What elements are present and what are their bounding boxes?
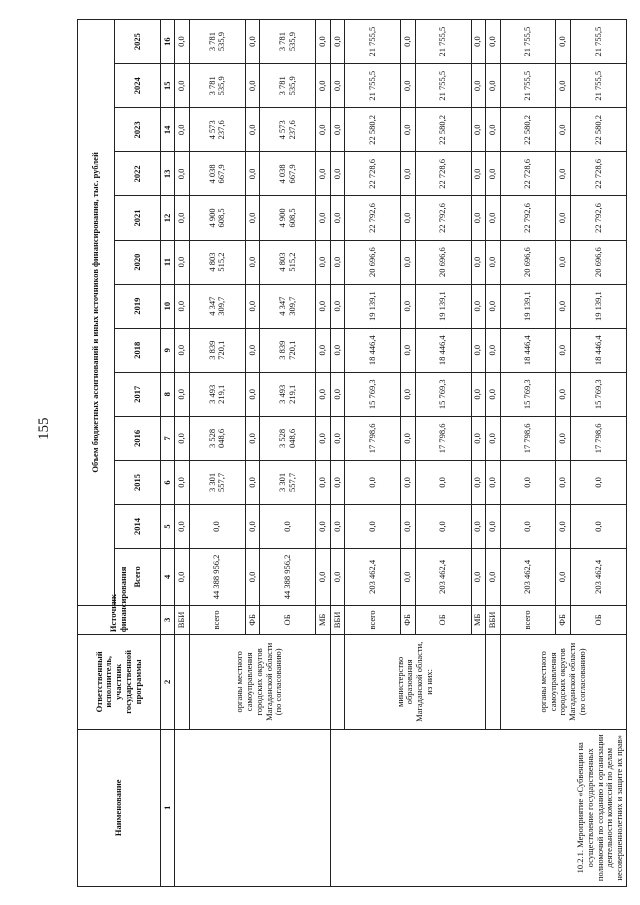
value-year: 0,0 xyxy=(556,372,571,416)
value-year: 0,0 xyxy=(245,328,260,372)
value-year: 0,0 xyxy=(175,284,190,328)
value-year: 22 792,6 xyxy=(345,196,401,240)
column-number: 10 xyxy=(160,284,175,328)
value-year: 22 728,6 xyxy=(570,152,626,196)
value-year: 0,0 xyxy=(245,284,260,328)
value-year: 4 900 608,5 xyxy=(189,196,245,240)
value-year: 4 038 667,9 xyxy=(189,152,245,196)
value-total: 0,0 xyxy=(486,549,501,606)
rotated-page xyxy=(77,19,627,887)
value-year: 0,0 xyxy=(401,328,416,372)
value-year: 0,0 xyxy=(316,64,331,108)
value-year: 0,0 xyxy=(316,108,331,152)
header-year: 2025 xyxy=(115,20,161,64)
value-year: 21 755,5 xyxy=(500,20,556,64)
value-year: 0,0 xyxy=(316,372,331,416)
funding-source: всего xyxy=(345,605,401,634)
value-year: 0,0 xyxy=(486,460,501,504)
value-year: 0,0 xyxy=(401,196,416,240)
value-year: 4 347 309,7 xyxy=(260,284,316,328)
value-year: 0,0 xyxy=(486,64,501,108)
value-year: 0,0 xyxy=(330,284,345,328)
value-year: 0,0 xyxy=(175,416,190,460)
header-year: 2018 xyxy=(115,328,161,372)
value-year: 15 769,3 xyxy=(500,372,556,416)
value-year: 21 755,5 xyxy=(345,20,401,64)
value-year: 17 798,6 xyxy=(415,416,471,460)
value-year: 0,0 xyxy=(471,372,486,416)
column-number: 12 xyxy=(160,196,175,240)
funding-table xyxy=(77,19,627,887)
value-year: 0,0 xyxy=(556,196,571,240)
value-total: 0,0 xyxy=(471,549,486,606)
value-year: 0,0 xyxy=(175,240,190,284)
value-year: 0,0 xyxy=(345,460,401,504)
value-year: 3 493 219,1 xyxy=(260,372,316,416)
value-year: 0,0 xyxy=(316,152,331,196)
value-year: 0,0 xyxy=(175,504,190,548)
value-year: 0,0 xyxy=(175,152,190,196)
executor-cell-empty xyxy=(330,635,345,729)
value-year: 3 301 557,7 xyxy=(260,460,316,504)
funding-source: ВБИ xyxy=(175,605,190,634)
funding-source: ФБ xyxy=(556,605,571,634)
value-year: 0,0 xyxy=(330,328,345,372)
value-year: 0,0 xyxy=(175,196,190,240)
value-year: 0,0 xyxy=(175,108,190,152)
funding-source: всего xyxy=(500,605,556,634)
value-total: 203 462,4 xyxy=(500,549,556,606)
value-year: 3 839 720,1 xyxy=(189,328,245,372)
value-year: 0,0 xyxy=(570,460,626,504)
value-year: 0,0 xyxy=(556,284,571,328)
value-year: 4 038 667,9 xyxy=(260,152,316,196)
value-year: 0,0 xyxy=(330,64,345,108)
header-year: 2017 xyxy=(115,372,161,416)
column-number: 14 xyxy=(160,108,175,152)
value-year: 21 755,5 xyxy=(415,20,471,64)
value-year: 0,0 xyxy=(245,108,260,152)
header-source: Источник финансирования xyxy=(78,605,161,634)
table-row xyxy=(330,20,345,887)
value-year: 4 803 515,2 xyxy=(189,240,245,284)
value-year: 0,0 xyxy=(486,504,501,548)
value-year: 0,0 xyxy=(556,460,571,504)
value-year: 0,0 xyxy=(471,152,486,196)
column-number: 4 xyxy=(160,549,175,606)
executor-cell-empty xyxy=(486,635,501,729)
value-year: 0,0 xyxy=(245,372,260,416)
value-total: 0,0 xyxy=(330,549,345,606)
value-year: 0,0 xyxy=(316,240,331,284)
value-year: 21 755,5 xyxy=(570,20,626,64)
value-year: 0,0 xyxy=(401,20,416,64)
value-year: 0,0 xyxy=(260,504,316,548)
value-total: 44 388 956,2 xyxy=(260,549,316,606)
funding-source: ФБ xyxy=(401,605,416,634)
value-total: 0,0 xyxy=(245,549,260,606)
value-year: 0,0 xyxy=(486,20,501,64)
value-year: 18 446,4 xyxy=(500,328,556,372)
header-year: 2015 xyxy=(115,460,161,504)
header-year: 2016 xyxy=(115,416,161,460)
value-year: 0,0 xyxy=(486,328,501,372)
value-year: 0,0 xyxy=(316,196,331,240)
value-year: 22 580,2 xyxy=(500,108,556,152)
value-year: 0,0 xyxy=(500,504,556,548)
value-year: 22 728,6 xyxy=(500,152,556,196)
value-year: 15 769,3 xyxy=(415,372,471,416)
value-year: 0,0 xyxy=(330,372,345,416)
value-year: 0,0 xyxy=(175,372,190,416)
column-number: 15 xyxy=(160,64,175,108)
value-year: 0,0 xyxy=(471,240,486,284)
value-year: 0,0 xyxy=(245,240,260,284)
value-year: 15 769,3 xyxy=(570,372,626,416)
value-year: 0,0 xyxy=(486,196,501,240)
value-total: 0,0 xyxy=(556,549,571,606)
value-year: 0,0 xyxy=(245,196,260,240)
header-total: Всего xyxy=(115,549,161,606)
value-year: 0,0 xyxy=(471,504,486,548)
value-year: 19 139,1 xyxy=(570,284,626,328)
value-year: 21 755,5 xyxy=(345,64,401,108)
value-year: 0,0 xyxy=(471,460,486,504)
value-year: 17 798,6 xyxy=(345,416,401,460)
value-year: 4 900 608,5 xyxy=(260,196,316,240)
value-year: 0,0 xyxy=(471,328,486,372)
value-year: 18 446,4 xyxy=(345,328,401,372)
value-year: 3 781 535,9 xyxy=(189,64,245,108)
value-year: 0,0 xyxy=(401,372,416,416)
funding-source: ВБИ xyxy=(486,605,501,634)
value-total: 203 462,4 xyxy=(570,549,626,606)
value-year: 0,0 xyxy=(556,416,571,460)
header-year: 2020 xyxy=(115,240,161,284)
header-year: 2024 xyxy=(115,64,161,108)
value-year: 0,0 xyxy=(330,152,345,196)
value-year: 0,0 xyxy=(486,284,501,328)
value-year: 0,0 xyxy=(556,64,571,108)
value-year: 20 696,6 xyxy=(415,240,471,284)
header-year: 2022 xyxy=(115,152,161,196)
value-year: 20 696,6 xyxy=(500,240,556,284)
executor: министерство образования Магаданской области, из них: xyxy=(345,635,486,729)
value-total: 203 462,4 xyxy=(415,549,471,606)
value-year: 21 755,5 xyxy=(415,64,471,108)
value-year: 3 781 535,9 xyxy=(260,64,316,108)
value-year: 0,0 xyxy=(345,504,401,548)
funding-source: ОБ xyxy=(570,605,626,634)
column-number: 7 xyxy=(160,416,175,460)
value-year: 0,0 xyxy=(415,504,471,548)
value-year: 0,0 xyxy=(401,152,416,196)
value-year: 0,0 xyxy=(556,108,571,152)
event-name: 10.2.1. Мероприятие «Субвенции на осуществление государственных полномочий по созданию и организации деятельности комиссий по делам несовершеннолетних и защите их прав» xyxy=(330,729,626,886)
value-year: 0,0 xyxy=(471,416,486,460)
value-year: 0,0 xyxy=(556,240,571,284)
funding-source: МБ xyxy=(316,605,331,634)
value-year: 3 493 219,1 xyxy=(189,372,245,416)
column-number: 13 xyxy=(160,152,175,196)
value-year: 18 446,4 xyxy=(570,328,626,372)
value-year: 3 528 048,6 xyxy=(260,416,316,460)
header-year: 2019 xyxy=(115,284,161,328)
value-year: 3 781 535,9 xyxy=(189,20,245,64)
value-year: 0,0 xyxy=(330,20,345,64)
value-year: 0,0 xyxy=(471,64,486,108)
value-year: 0,0 xyxy=(175,328,190,372)
value-year: 18 446,4 xyxy=(415,328,471,372)
header-funding-title: Объем бюджетных ассигнований и иных источников финансирования, тыс. рублей xyxy=(78,20,115,606)
value-year: 0,0 xyxy=(330,240,345,284)
value-year: 19 139,1 xyxy=(345,284,401,328)
value-year: 0,0 xyxy=(415,460,471,504)
value-year: 17 798,6 xyxy=(570,416,626,460)
value-year: 0,0 xyxy=(570,504,626,548)
value-year: 0,0 xyxy=(245,20,260,64)
value-year: 22 580,2 xyxy=(345,108,401,152)
value-year: 0,0 xyxy=(245,460,260,504)
header-name: Наименование xyxy=(78,729,161,886)
value-year: 0,0 xyxy=(556,504,571,548)
value-year: 22 792,6 xyxy=(500,196,556,240)
value-year: 0,0 xyxy=(401,108,416,152)
column-number: 16 xyxy=(160,20,175,64)
value-total: 44 388 956,2 xyxy=(189,549,245,606)
value-year: 17 798,6 xyxy=(500,416,556,460)
value-year: 4 803 515,2 xyxy=(260,240,316,284)
funding-source: ВБИ xyxy=(330,605,345,634)
header-executor: Ответственный исполнитель, участник государственной программы xyxy=(78,635,161,729)
column-number: 6 xyxy=(160,460,175,504)
value-year: 0,0 xyxy=(486,108,501,152)
column-number: 8 xyxy=(160,372,175,416)
value-year: 15 769,3 xyxy=(345,372,401,416)
value-year: 4 573 237,6 xyxy=(260,108,316,152)
value-year: 20 696,6 xyxy=(345,240,401,284)
value-year: 0,0 xyxy=(401,284,416,328)
value-year: 0,0 xyxy=(245,504,260,548)
funding-source: всего xyxy=(189,605,245,634)
value-year: 0,0 xyxy=(330,460,345,504)
page-number: 155 xyxy=(36,417,52,440)
value-year: 0,0 xyxy=(316,284,331,328)
value-total: 0,0 xyxy=(316,549,331,606)
value-year: 20 696,6 xyxy=(570,240,626,284)
value-year: 0,0 xyxy=(316,460,331,504)
value-year: 0,0 xyxy=(500,460,556,504)
value-year: 0,0 xyxy=(316,416,331,460)
table-row xyxy=(175,20,190,887)
value-year: 0,0 xyxy=(316,328,331,372)
value-year: 0,0 xyxy=(471,196,486,240)
value-year: 22 580,2 xyxy=(415,108,471,152)
value-year: 19 139,1 xyxy=(500,284,556,328)
value-year: 0,0 xyxy=(471,20,486,64)
value-year: 0,0 xyxy=(316,504,331,548)
header-year: 2014 xyxy=(115,504,161,548)
column-number: 1 xyxy=(160,729,175,886)
funding-source: ОБ xyxy=(415,605,471,634)
value-year: 3 301 557,7 xyxy=(189,460,245,504)
value-year: 22 792,6 xyxy=(415,196,471,240)
name-cell-empty xyxy=(175,729,330,886)
executor-cell-empty xyxy=(175,635,190,729)
value-total: 0,0 xyxy=(175,549,190,606)
column-number: 9 xyxy=(160,328,175,372)
value-year: 0,0 xyxy=(245,152,260,196)
column-number-row xyxy=(160,20,175,887)
value-year: 3 781 535,9 xyxy=(260,20,316,64)
value-year: 0,0 xyxy=(316,20,331,64)
value-year: 19 139,1 xyxy=(415,284,471,328)
header-year: 2021 xyxy=(115,196,161,240)
value-year: 4 347 309,7 xyxy=(189,284,245,328)
value-year: 0,0 xyxy=(175,20,190,64)
value-year: 0,0 xyxy=(471,108,486,152)
value-year: 0,0 xyxy=(245,64,260,108)
value-year: 0,0 xyxy=(486,240,501,284)
funding-source: МБ xyxy=(471,605,486,634)
header-year: 2023 xyxy=(115,108,161,152)
value-year: 3 528 048,6 xyxy=(189,416,245,460)
value-year: 0,0 xyxy=(401,64,416,108)
executor: органы местного самоуправления городских округов Магаданской области (по согласованию) xyxy=(189,635,330,729)
header-row-1 xyxy=(78,20,115,887)
funding-source: ОБ xyxy=(260,605,316,634)
executor: органы местного самоуправления городских округов Магаданской области (по согласованию) xyxy=(500,635,626,729)
value-year: 0,0 xyxy=(401,416,416,460)
value-year: 0,0 xyxy=(189,504,245,548)
value-year: 0,0 xyxy=(330,416,345,460)
value-year: 0,0 xyxy=(245,416,260,460)
value-year: 0,0 xyxy=(401,460,416,504)
value-year: 0,0 xyxy=(486,416,501,460)
value-year: 0,0 xyxy=(556,152,571,196)
value-year: 22 728,6 xyxy=(345,152,401,196)
value-year: 3 839 720,1 xyxy=(260,328,316,372)
value-total: 203 462,4 xyxy=(345,549,401,606)
value-year: 0,0 xyxy=(486,372,501,416)
value-year: 0,0 xyxy=(556,328,571,372)
value-year: 0,0 xyxy=(175,64,190,108)
value-year: 0,0 xyxy=(471,284,486,328)
value-year: 22 580,2 xyxy=(570,108,626,152)
column-number: 11 xyxy=(160,240,175,284)
value-year: 0,0 xyxy=(330,196,345,240)
value-year: 22 792,6 xyxy=(570,196,626,240)
value-year: 4 573 237,6 xyxy=(189,108,245,152)
value-year: 0,0 xyxy=(486,152,501,196)
value-year: 0,0 xyxy=(401,240,416,284)
column-number: 2 xyxy=(160,635,175,729)
value-year: 0,0 xyxy=(401,504,416,548)
value-year: 21 755,5 xyxy=(570,64,626,108)
funding-source: ФБ xyxy=(245,605,260,634)
value-year: 22 728,6 xyxy=(415,152,471,196)
value-year: 21 755,5 xyxy=(500,64,556,108)
column-number: 5 xyxy=(160,504,175,548)
value-year: 0,0 xyxy=(556,20,571,64)
value-year: 0,0 xyxy=(330,504,345,548)
value-year: 0,0 xyxy=(175,460,190,504)
column-number: 3 xyxy=(160,605,175,634)
value-total: 0,0 xyxy=(401,549,416,606)
value-year: 0,0 xyxy=(330,108,345,152)
